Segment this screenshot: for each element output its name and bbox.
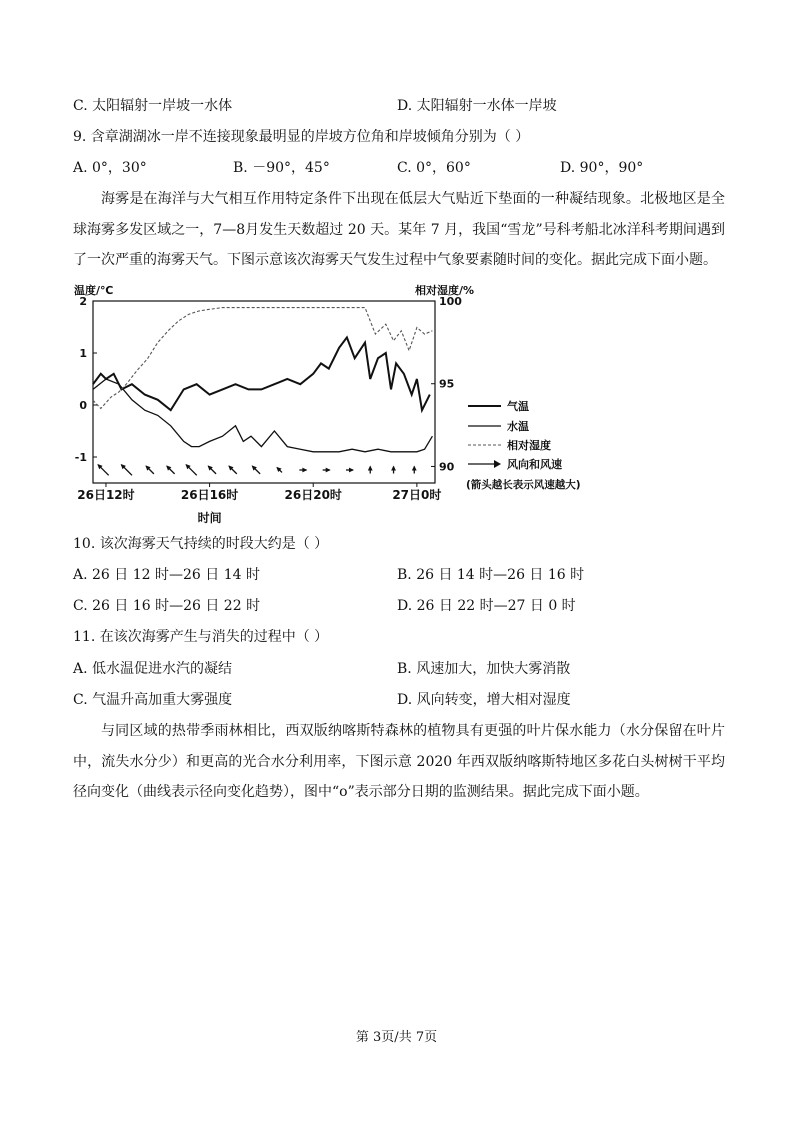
x-title: 时间 xyxy=(197,511,222,525)
wind-arrow-head xyxy=(349,468,354,473)
wind-arrow-head xyxy=(302,468,307,473)
wind-arrow xyxy=(323,468,331,473)
x-tick-label: 26日20时 xyxy=(284,488,342,502)
legend-label-3: 风向和风速 xyxy=(507,458,562,471)
wind-arrow-head xyxy=(391,466,396,471)
legend-label-1: 水温 xyxy=(507,420,529,433)
wind-arrow xyxy=(346,468,354,473)
q10-stem: 10. 该次海雾天气持续的时段大约是（ ） xyxy=(73,536,329,552)
q11-stem: 11. 在该次海雾产生与消失的过程中（ ） xyxy=(73,629,329,645)
plot-frame xyxy=(93,301,435,483)
right-tick-label: 95 xyxy=(439,377,455,391)
wind-arrow-head xyxy=(368,466,373,471)
q9-stem: 9. 含章湖湖冰一岸不连接现象最明显的岸坡方位角和岸坡倾角分别为（ ） xyxy=(73,129,530,145)
legend-arrow-head xyxy=(494,460,501,468)
left-tick-label: 2 xyxy=(79,295,87,308)
wind-arrow xyxy=(166,465,174,473)
passage-sea-fog: 海雾是在海洋与大气相互作用特定条件下出现在低层大气贴近下垫面的一种凝结现象。北极地区是全球海雾多发区域之一，7—8月发生天数超过 20 天。某年 7 月，我国“雪龙”号科考船北冰洋科考期间遇到了一次严重的海雾天气。下图示意该次海雾天气发生过程中气象要素随时间的变化。据此完成下面小题。 xyxy=(73,191,725,268)
q9-option-d: D. 90°，90° xyxy=(560,160,644,176)
q8-option-d: D. 太阳辐射一水体一岸坡 xyxy=(397,98,557,114)
x-tick-label: 26日12时 xyxy=(77,488,135,502)
passage-karst-forest: 与同区域的热带季雨林相比，西双版纳喀斯特森林的植物具有更强的叶片保水能力（水分保留在叶片中，流失水分少）和更高的光合水分利用率，下图示意 2020 年西双版纳喀斯特地区多花白头树树干平均径向变化（曲线表示径向变化趋势），图中“o”表示部分日期的监测结果。据此完成下面小题。 xyxy=(73,723,725,800)
wind-arrow xyxy=(97,464,108,475)
q11-option-a: A. 低水温促进水汽的凝结 xyxy=(73,661,233,677)
legend-label-0: 气温 xyxy=(507,400,529,413)
legend-label-2: 相对湿度 xyxy=(507,439,551,452)
q10-option-a: A. 26 日 12 时—26 日 14 时 xyxy=(73,567,260,583)
wind-arrow xyxy=(368,466,373,474)
right-tick-label: 90 xyxy=(439,460,455,474)
wind-arrow xyxy=(121,464,132,475)
sea-fog-chart xyxy=(70,282,581,527)
y-right-title: 相对湿度/% xyxy=(415,284,475,297)
x-tick-label: 27日0时 xyxy=(392,488,442,502)
left-tick-label: -1 xyxy=(74,451,87,464)
wind-arrow xyxy=(252,465,260,473)
right-tick-label: 100 xyxy=(439,295,462,308)
legend-label-4: (箭头越长表示风速越大) xyxy=(466,479,581,491)
wind-arrow xyxy=(276,467,282,473)
wind-arrow xyxy=(185,464,196,475)
q10-option-b: B. 26 日 14 时—26 日 16 时 xyxy=(397,567,585,583)
q10-option-c: C. 26 日 16 时—26 日 22 时 xyxy=(73,598,261,614)
x-tick-label: 26日16时 xyxy=(180,488,239,502)
wind-arrow xyxy=(391,466,396,474)
left-tick-label: 0 xyxy=(79,399,87,412)
q8-option-c: C. 太阳辐射一岸坡一水体 xyxy=(73,98,233,114)
wind-arrow xyxy=(412,466,417,474)
series-line-0 xyxy=(93,337,430,410)
q11-option-b: B. 风速加大，加快大雾消散 xyxy=(397,661,571,677)
q9-option-b: B. －90°，45° xyxy=(233,160,330,176)
q10-option-d: D. 26 日 22 时—27 日 0 时 xyxy=(397,598,576,614)
wind-arrow xyxy=(299,468,307,473)
q9-option-a: A. 0°，30° xyxy=(73,160,147,176)
left-tick-label: 1 xyxy=(79,347,87,360)
q9-option-c: C. 0°，60° xyxy=(397,160,471,176)
wind-arrow-head xyxy=(326,468,331,473)
wind-arrow xyxy=(208,465,216,473)
page-number: 第 3页/共 7页 xyxy=(355,1030,438,1045)
q11-option-c: C. 气温升高加重大雾强度 xyxy=(73,692,233,708)
wind-arrow xyxy=(145,465,153,473)
wind-arrow-head xyxy=(412,466,417,471)
wind-arrow xyxy=(228,465,236,473)
q11-option-d: D. 风向转变，增大相对湿度 xyxy=(397,692,571,708)
y-left-title: 温度/℃ xyxy=(74,284,114,297)
